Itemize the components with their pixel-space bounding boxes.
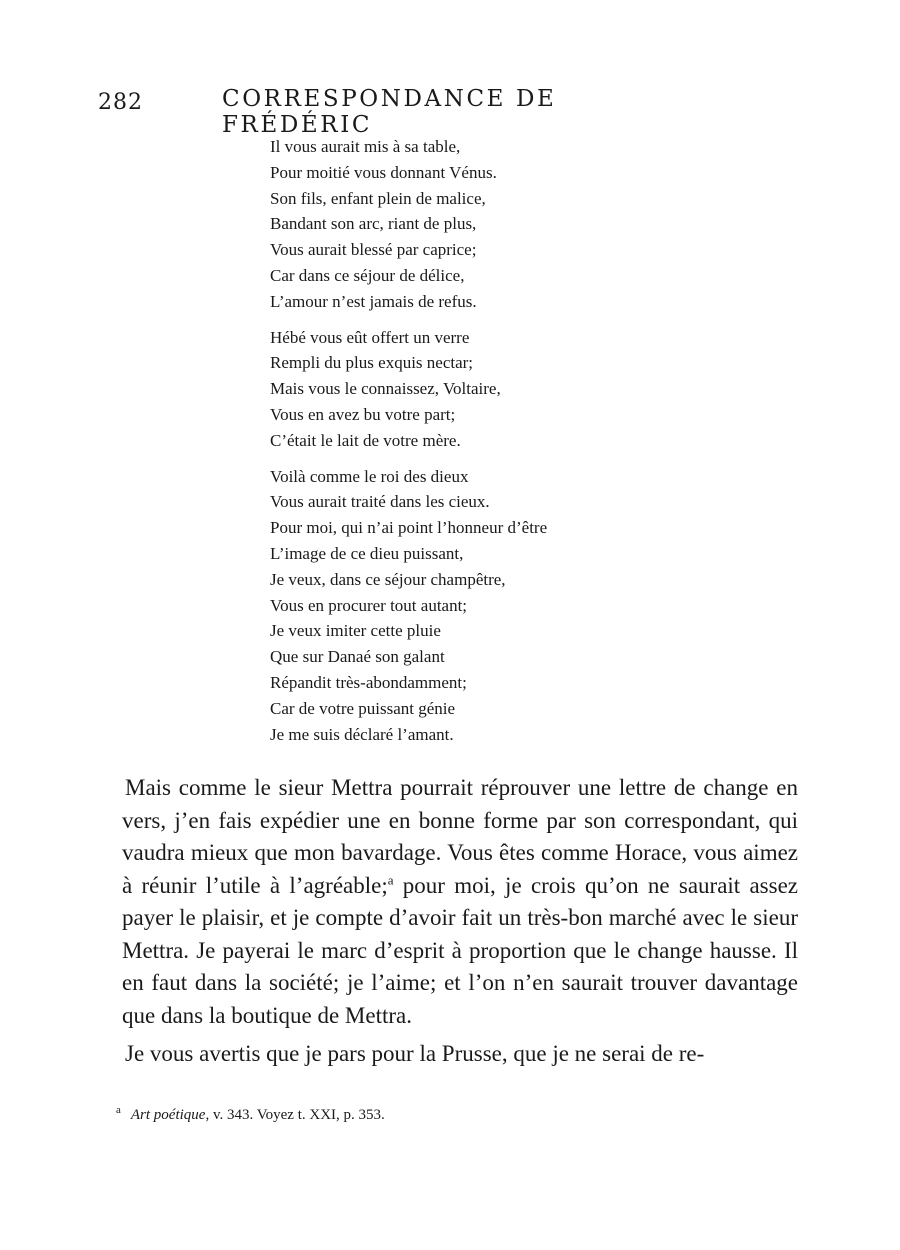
page-header — [98, 86, 698, 138]
paragraph-text: Mais comme le sieur Mettra pourrait réprouver une lettre de change en vers, j’en fais expédier une en bonne forme par son correspondant, qui vaudra mieux que mon bavardage. Vous êtes comme Horace, vous aimez à réunir l’utile à l’agréable; — [122, 775, 798, 898]
verse-line: Vous aurait traité dans les cieux. — [270, 492, 490, 512]
verse-line: Car de votre puissant génie — [270, 698, 456, 718]
running-title: CORRESPONDANCE DE FRÉDÉRIC — [222, 86, 557, 138]
verse-line: Vous en avez bu votre part; — [270, 404, 456, 424]
verse-line: Car dans ce séjour de délice, — [270, 265, 465, 285]
page-number: 282 — [98, 90, 143, 115]
stanza — [270, 134, 690, 315]
verse-line: Que sur Danaé son galant — [270, 647, 445, 667]
prose-body — [122, 772, 798, 1071]
verse-line: L’image de ce dieu puissant, — [270, 543, 464, 563]
verse-line: Je veux, dans ce séjour champêtre, — [270, 569, 506, 589]
footnote-marker: a — [116, 1104, 121, 1116]
stanza — [270, 464, 690, 748]
verse-line: Son fils, enfant plein de malice, — [270, 188, 486, 208]
paragraph-text: pour moi, je crois qu’on ne saurait assez payer le plaisir, et je compte d’avoir fait un très-bon marché avec le sieur Mettra. Je payerai le marc d’esprit à proportion que le change hausse. Il en faut dans la société; je l’aime; et l’on n’en saurait trouver davantage que dans la boutique de Mettra. — [122, 872, 798, 1028]
verse-line: L’amour n’est jamais de refus. — [270, 291, 477, 311]
verse-line: Répandit très-abondamment; — [270, 672, 467, 692]
verse-line: Bandant son arc, riant de plus, — [270, 214, 477, 234]
verse-line: Pour moitié vous donnant Vénus. — [270, 162, 497, 182]
verse-line: C’était le lait de votre mère. — [270, 430, 461, 450]
paragraph — [122, 772, 798, 1032]
verse-line: Pour moi, qui n’ai point l’honneur d’être — [270, 518, 548, 538]
verse-line: Hébé vous eût offert un verre — [270, 327, 470, 347]
footnote-reference[interactable]: a — [387, 871, 394, 887]
footnote — [116, 1104, 385, 1124]
verse-line: Mais vous le connaissez, Voltaire, — [270, 379, 501, 399]
poem — [270, 134, 690, 757]
verse-line: Rempli du plus exquis nectar; — [270, 353, 474, 373]
footnote-text: , v. 343. Voyez t. XXI, p. 353. — [205, 1107, 385, 1123]
stanza — [270, 325, 690, 454]
verse-line: Voilà comme le roi des dieux — [270, 466, 469, 486]
verse-line: Je me suis déclaré l’amant. — [270, 724, 454, 744]
paragraph-text: Je vous avertis que je pars pour la Prusse, que je ne serai de re- — [125, 1041, 705, 1066]
verse-line: Il vous aurait mis à sa table, — [270, 137, 461, 156]
verse-line: Je veux imiter cette pluie — [270, 621, 441, 641]
verse-line: Vous aurait blessé par caprice; — [270, 240, 477, 260]
paragraph — [122, 1038, 798, 1071]
footnote-title: Art poétique — [130, 1107, 206, 1123]
verse-line: Vous en procurer tout autant; — [270, 595, 468, 615]
